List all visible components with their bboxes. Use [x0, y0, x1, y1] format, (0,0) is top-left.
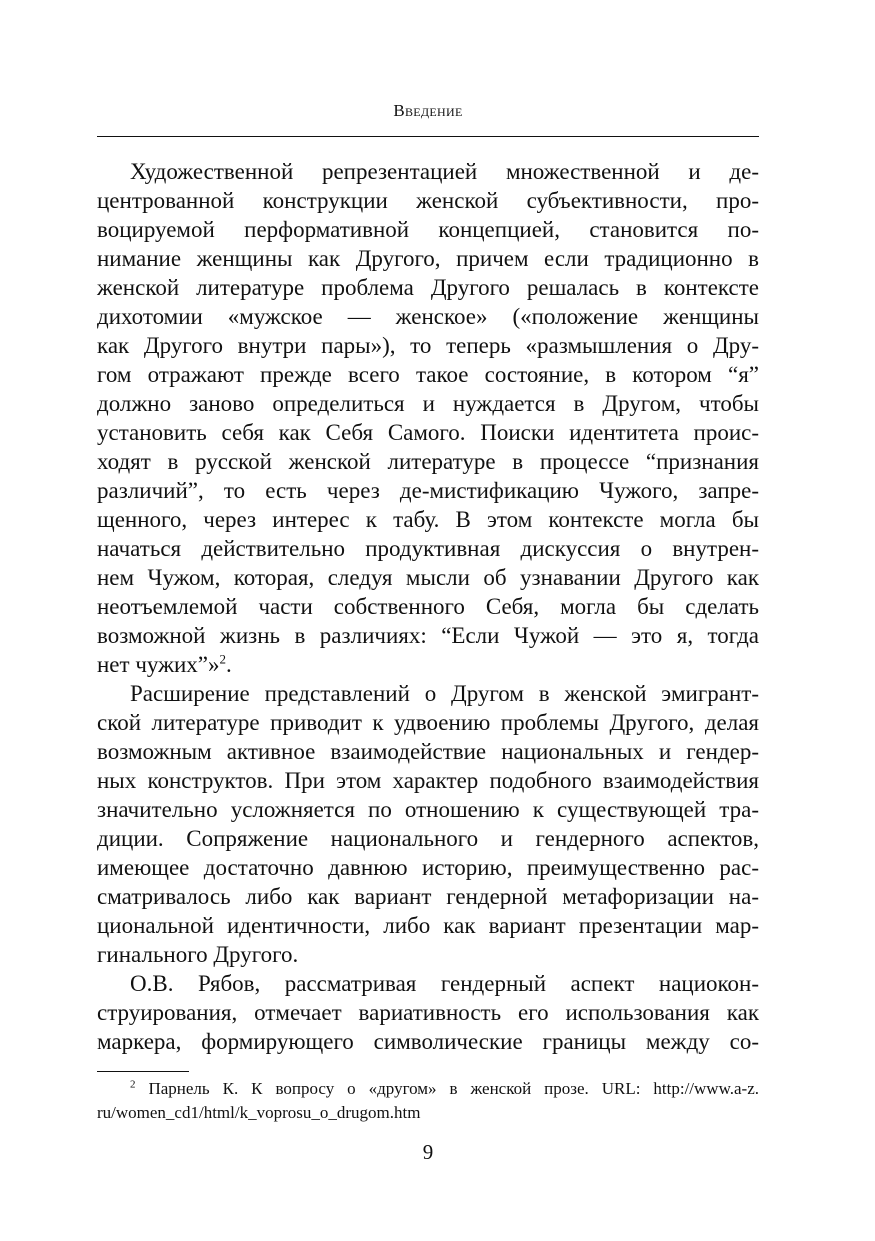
text-line: ных конструктов. При этом характер подобного взаимодействия: [97, 768, 759, 793]
text-line: ской литературе приводит к удвоению проблемы Другого, делая: [97, 710, 759, 735]
text-line: ходят в русской женской литературе в процессе “признания: [97, 449, 759, 474]
text-line: значительно усложняется по отношению к существующей тра-: [97, 797, 759, 822]
text-line: начаться действительно продуктивная дискуссия о внутрен-: [97, 536, 759, 561]
book-page: [97, 0, 759, 1241]
footnote-url-line[interactable]: ru/women_cd1/html/k_voprosu_o_drugom.htm: [97, 1103, 421, 1122]
text-line: щенного, через интерес к табу. В этом контексте могла бы: [97, 507, 759, 532]
text-line: сматривалось либо как вариант гендерной метафоризации на-: [97, 884, 759, 909]
paragraph-3: [97, 969, 759, 1056]
text-line: гом отражают прежде всего такое состояние, в котором “я”: [97, 362, 759, 387]
footnote-text: Парнель К. К вопросу о «другом» в женской прозе. URL: http://www.a-z.: [148, 1079, 760, 1098]
page-number: 9: [422, 1140, 434, 1164]
text-line: возможной жизнь в различиях: “Если Чужой — это я, тогда: [97, 623, 759, 648]
text-line-last: гинального Другого.: [97, 942, 299, 967]
text-line: воцируемой перформативной концепцией, становится по-: [97, 217, 759, 242]
text-line: женской литературе проблема Другого решалась в контексте: [97, 275, 759, 300]
text-line: нимание женщины как Другого, причем если традиционно в: [97, 246, 759, 271]
text-line: возможным активное взаимодействие национальных и гендер-: [97, 739, 759, 764]
footnote-rule: [97, 1071, 189, 1072]
text-line-last: [97, 650, 759, 679]
text-line: циональной идентичности, либо как вариант презентации мар-: [97, 913, 759, 938]
text-line: неотъемлемой части собственного Себя, могла бы сделать: [97, 594, 759, 619]
header-rule: [97, 136, 759, 137]
text-line: струирования, отмечает вариативность его использования как: [97, 1000, 759, 1025]
text-fragment: .: [226, 652, 232, 677]
text-line: нем Чужом, которая, следуя мысли об узнавании Другого как: [97, 565, 759, 590]
text-line: Расширение представлений о Другом в женской эмигрант-: [130, 681, 759, 706]
text-line: центрованной конструкции женской субъективности, про-: [97, 188, 759, 213]
paragraph-1: [97, 157, 759, 679]
text-line: установить себя как Себя Самого. Поиски идентитета проис-: [97, 420, 759, 445]
footnote-number: 2: [130, 1078, 136, 1091]
text-line: имеющее достаточно давнюю историю, преимущественно рас-: [97, 855, 759, 880]
text-fragment: нет чужих”»: [97, 652, 220, 677]
footnote-line: [97, 1077, 759, 1101]
text-line: маркера, формирующего символические границы между со-: [97, 1029, 759, 1054]
text-line: Художественной репрезентацией множественной и де-: [130, 159, 759, 184]
text-line: различий”, то есть через де-мистификацию Чужого, запре-: [97, 478, 759, 503]
running-head: Введение: [393, 101, 463, 120]
text-line: О.В. Рябов, рассматривая гендерный аспект нациокон-: [130, 971, 759, 996]
body-text: [97, 157, 759, 1056]
footnote: [97, 1077, 759, 1125]
text-line: как Другого внутри пары»), то теперь «размышления о Дру-: [97, 333, 759, 358]
text-line: диции. Сопряжение национального и гендерного аспектов,: [97, 826, 759, 851]
paragraph-2: [97, 679, 759, 969]
text-line: должно заново определиться и нуждается в Другом, чтобы: [97, 391, 759, 416]
text-line: дихотомии «мужское — женское» («положение женщины: [97, 304, 759, 329]
footnote-reference[interactable]: 2: [219, 651, 226, 667]
